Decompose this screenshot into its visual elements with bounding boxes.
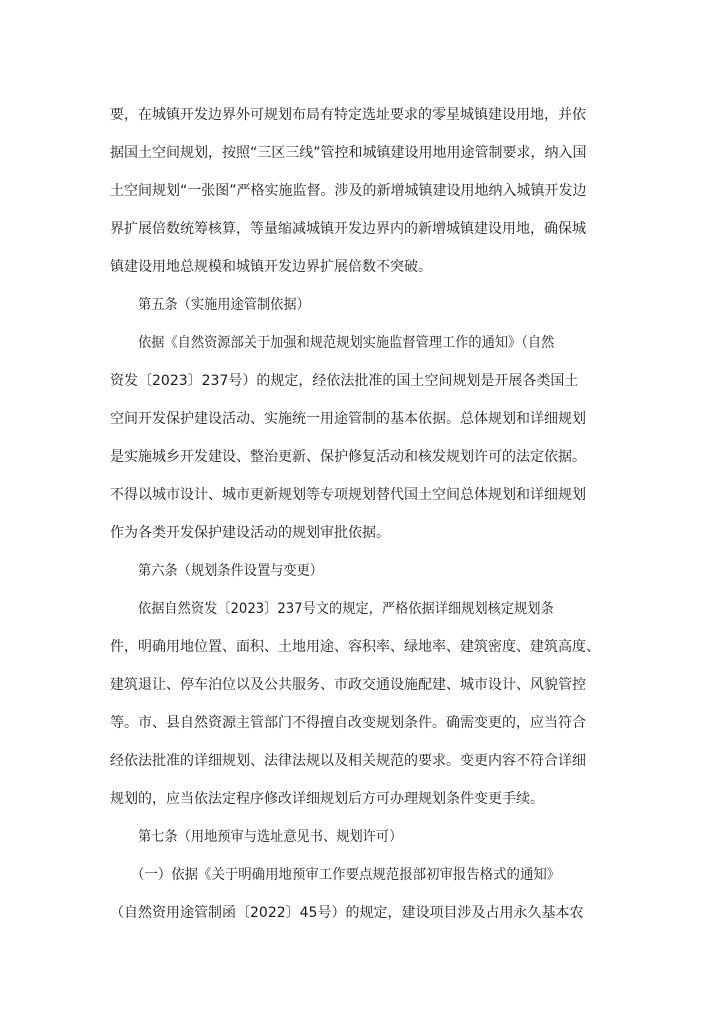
text-line: 规划的，应当依法定程序修改详细规划后方可办理规划条件变更手续。 bbox=[110, 791, 544, 807]
text-line: 土空间规划“一张图”严格实施监督。涉及的新增城镇建设用地纳入城镇开发边 bbox=[110, 183, 587, 199]
article-heading: 第五条（实施用途管制依据） bbox=[138, 297, 310, 313]
text-line: 依据《自然资源部关于加强和规范规划实施监督管理工作的通知》（自然 bbox=[138, 335, 555, 351]
text-line: 件，明确用地位置、面积、土地用途、容积率、绿地率、建筑密度、建筑高度、 bbox=[110, 639, 600, 655]
text-line: 建筑退让、停车泊位以及公共服务、市政交通设施配建、城市设计、风貌管控 bbox=[110, 677, 586, 693]
text-line: 等。市、县自然资源主管部门不得擅自改变规划条件。确需变更的，应当符合 bbox=[110, 715, 586, 731]
text-line: 依据自然资发〔2023〕237号文的规定，严格依据详细规划核定规划条 bbox=[138, 601, 554, 617]
text-line: 不得以城市设计、城市更新规划等专项规划替代国土空间总体规划和详细规划 bbox=[110, 487, 586, 503]
text-line: 镇建设用地总规模和城镇开发边界扩展倍数不突破。 bbox=[110, 259, 432, 275]
text-line: 据国土空间规划，按照“三区三线”管控和城镇建设用地用途管制要求，纳入国 bbox=[110, 145, 587, 161]
article-heading: 第七条（用地预审与选址意见书、规划许可） bbox=[138, 829, 403, 845]
article-heading: 第六条（规划条件设置与变更） bbox=[138, 563, 324, 579]
text-line: 要，在城镇开发边界外可规划布局有特定选址要求的零星城镇建设用地，并依 bbox=[110, 107, 586, 123]
text-line: 资发〔2023〕237号）的规定，经依法批准的国土空间规划是开展各类国土 bbox=[110, 373, 579, 389]
text-line: （一）依据《关于明确用地预审工作要点规范报部初审报告格式的通知》 bbox=[131, 867, 561, 883]
text-line: 空间开发保护建设活动、实施统一用途管制的基本依据。总体规划和详细规划 bbox=[110, 411, 586, 427]
text-line: 界扩展倍数统筹核算，等量缩减城镇开发边界内的新增城镇建设用地，确保城 bbox=[110, 221, 586, 237]
text-line: 作为各类开发保护建设活动的规划审批依据。 bbox=[110, 525, 390, 541]
text-line: 是实施城乡开发建设、整治更新、保护修复活动和核发规划许可的法定依据。 bbox=[110, 449, 586, 465]
text-line: （自然资用途管制函〔2022〕45号）的规定，建设项目涉及占用永久基本农 bbox=[110, 905, 584, 921]
text-line: 经依法批准的详细规划、法律法规以及相关规范的要求。变更内容不符合详细 bbox=[110, 753, 586, 769]
